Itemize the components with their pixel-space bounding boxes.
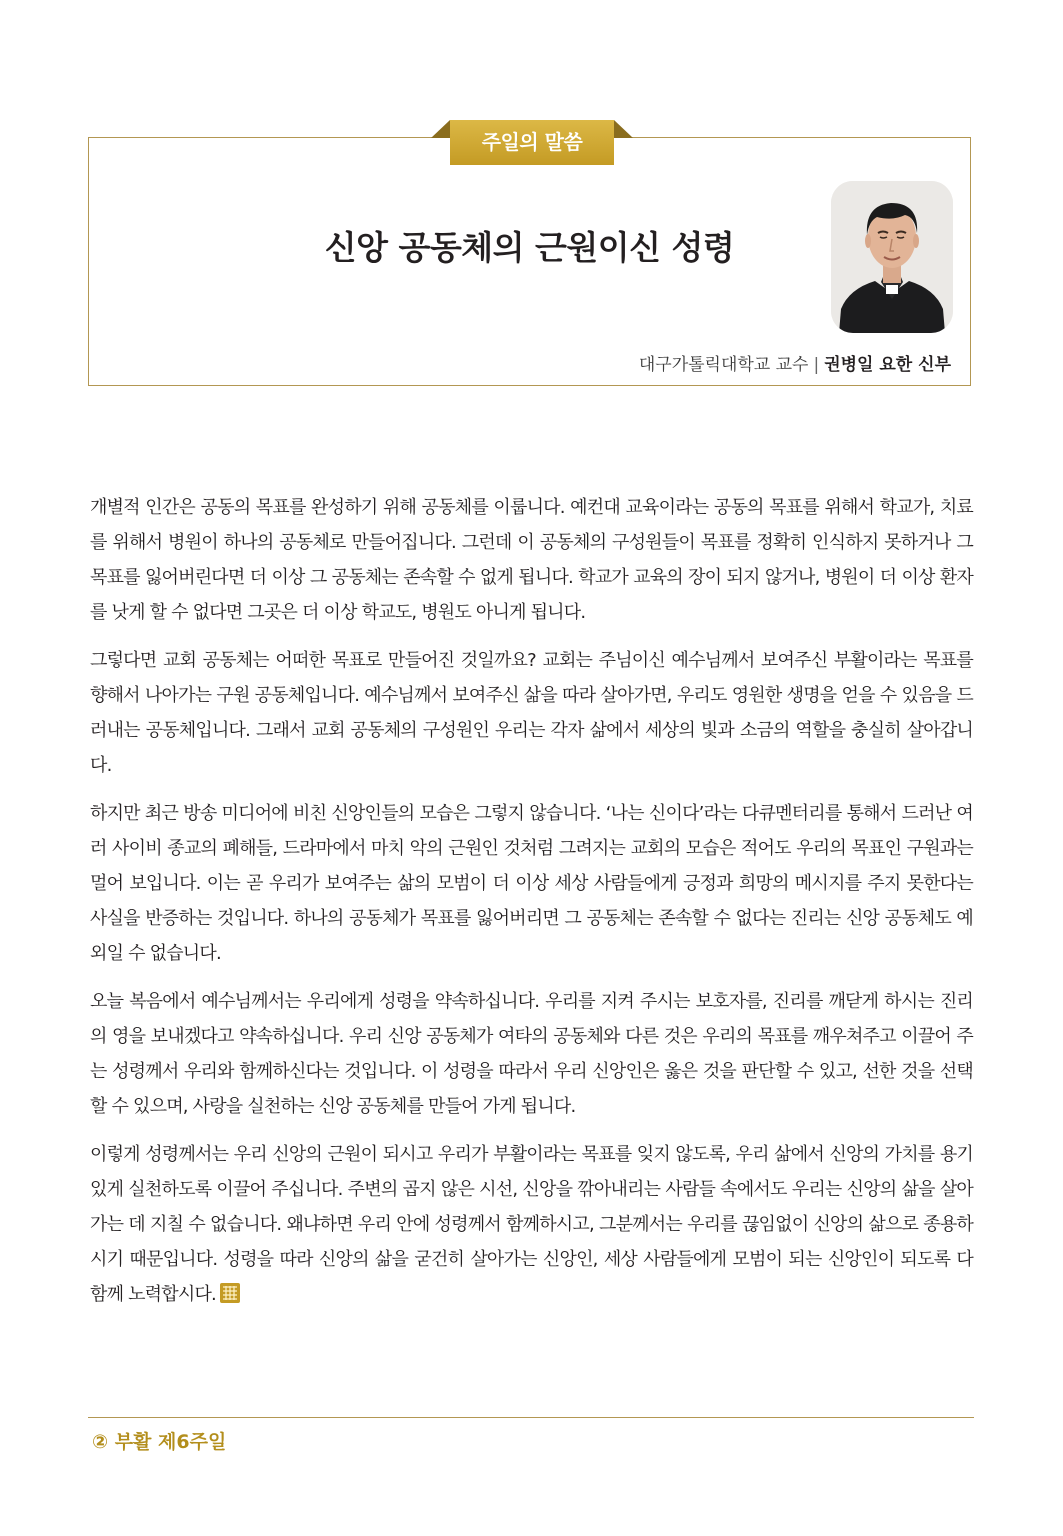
section-tag (431, 120, 633, 165)
byline-separator: | (813, 355, 820, 375)
author-photo (831, 181, 953, 333)
end-ornament-icon (220, 1280, 240, 1300)
footer-divider (88, 1417, 974, 1418)
article-paragraph: 하지만 최근 방송 미디어에 비친 신앙인들의 모습은 그렇지 않습니다. ‘나는 신이다’라는 다큐멘터리를 통해서 드러난 여러 사이비 종교의 폐해들, 드라마에서 마치 악의 근원인 것처럼 그려지는 교회의 모습은 적어도 우리의 목표인 구원과는 멀어 보입니다. 이는 곧 우리가 보여주는 삶의 모범이 더 이상 세상 사람들에게 긍정과 희망의 메시지를 주지 못한다는 사실을 반증하는 것입니다. 하나의 공동체가 목표를 잃어버리면 그 공동체는 존속할 수 없다는 진리는 신앙 공동체도 예외일 수 없습니다. (90, 803, 973, 964)
article-title: 신앙 공동체의 근원이신 성령 (324, 228, 735, 267)
author-name: 권병일 요한 신부 (824, 355, 951, 375)
tag-fold-right (614, 120, 633, 138)
tag-fold-left (431, 120, 450, 138)
article-body (90, 490, 973, 1325)
section-tag-label: 주일의 말씀 (450, 120, 614, 165)
article-paragraph: 개별적 인간은 공동의 목표를 완성하기 위해 공동체를 이룹니다. 예컨대 교육이라는 공동의 목표를 위해서 학교가, 치료를 위해서 병원이 하나의 공동체로 만들어집니다. 그런데 이 공동체의 구성원들이 목표를 정확히 인식하지 못하거나 그 목표를 잃어버린다면 더 이상 그 공동체는 존속할 수 없게 됩니다. 학교가 교육의 장이 되지 않거나, 병원이 더 이상 환자를 낫게 할 수 없다면 그곳은 더 이상 학교도, 병원도 아니게 됩니다. (90, 497, 973, 623)
author-affiliation: 대구가톨릭대학교 교수 (638, 355, 809, 375)
author-byline (639, 350, 951, 375)
article-last-paragraph (90, 1137, 973, 1312)
page-footer-label: ② 부활 제6주일 (92, 1431, 227, 1453)
article-paragraph: 오늘 복음에서 예수님께서는 우리에게 성령을 약속하십니다. 우리를 지켜 주시는 보호자를, 진리를 깨닫게 하시는 진리의 영을 보내겠다고 약속하십니다. 우리 신앙 공동체가 여타의 공동체와 다른 것은 우리의 목표를 깨우쳐주고 이끌어 주는 성령께서 우리와 함께하신다는 것입니다. 이 성령을 따라서 우리 신앙인은 옳은 것을 판단할 수 있고, 선한 것을 선택할 수 있으며, 사랑을 실천하는 신앙 공동체를 만들어 가게 됩니다. (90, 991, 973, 1117)
article-paragraph: 이렇게 성령께서는 우리 신앙의 근원이 되시고 우리가 부활이라는 목표를 잊지 않도록, 우리 삶에서 신앙의 가치를 용기 있게 실천하도록 이끌어 주십니다. 주변의 곱지 않은 시선, 신앙을 깎아내리는 사람들 속에서도 우리는 신앙의 삶을 살아가는 데 지칠 수 없습니다. 왜냐하면 우리 안에 성령께서 함께하시고, 그분께서는 우리를 끊임없이 신앙의 삶으로 종용하시기 때문입니다. 성령을 따라 신앙의 삶을 굳건히 살아가는 신앙인, 세상 사람들에게 모범이 되는 신앙인이 되도록 다 함께 노력합시다. (90, 1144, 973, 1305)
article-paragraph: 그렇다면 교회 공동체는 어떠한 목표로 만들어진 것일까요? 교회는 주님이신 예수님께서 보여주신 부활이라는 목표를 향해서 나아가는 구원 공동체입니다. 예수님께서 보여주신 삶을 따라 살아가면, 우리도 영원한 생명을 얻을 수 있음을 드러내는 공동체입니다. 그래서 교회 공동체의 구성원인 우리는 각자 삶에서 세상의 빛과 소금의 역할을 충실히 살아갑니다. (90, 650, 973, 776)
